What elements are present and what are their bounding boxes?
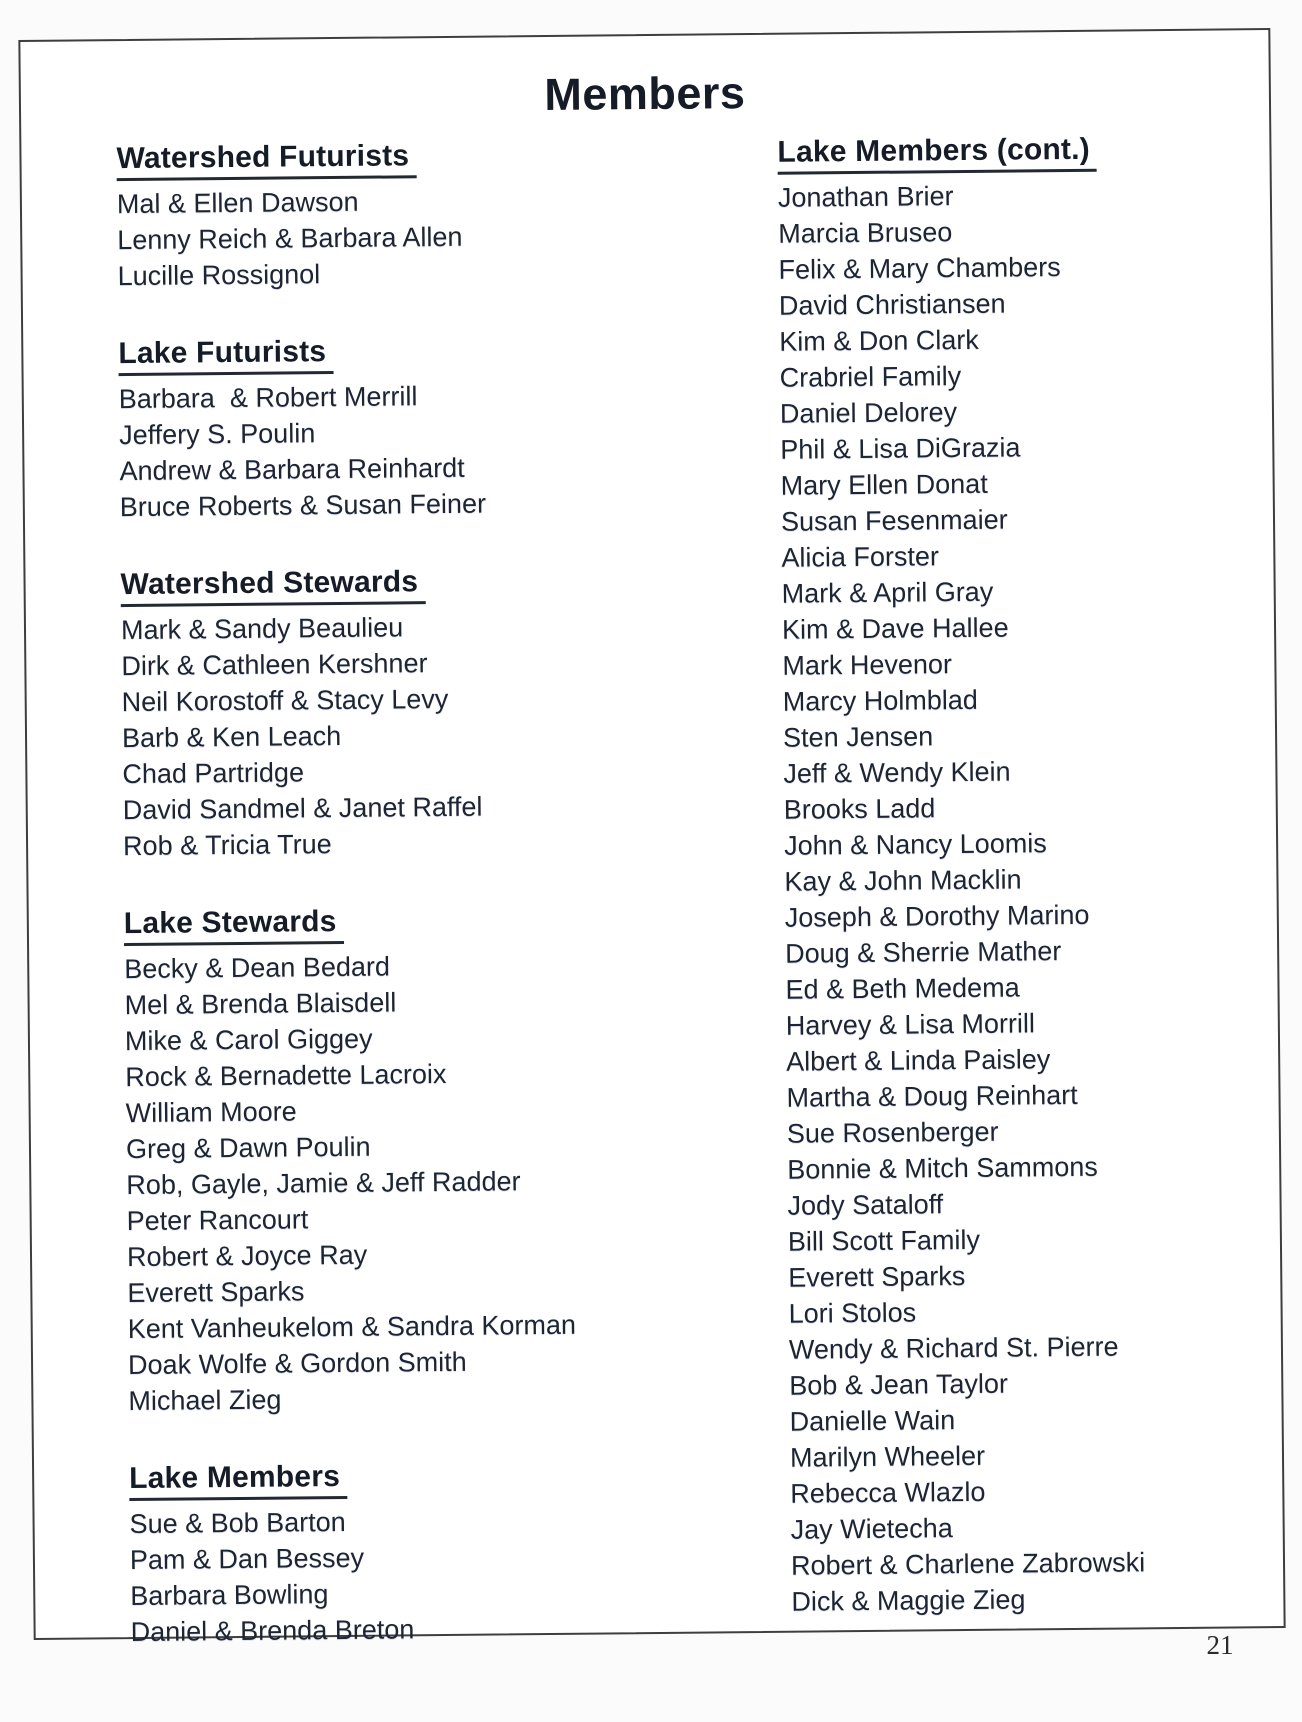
member-list xyxy=(121,606,723,864)
section-heading: Watershed Stewards xyxy=(120,564,425,607)
member-name: Mike & Carol Giggey xyxy=(124,1023,373,1057)
member-name: Barb & Ken Leach xyxy=(121,720,342,754)
member-name: Lucille Rossignol xyxy=(117,259,321,292)
member-name: Bruce Roberts & Susan Feiner xyxy=(119,488,487,523)
member-name: Mark Hevenor xyxy=(782,649,953,681)
member-name: Dirk & Cathleen Kershner xyxy=(121,648,428,682)
member-name: Sue Rosenberger xyxy=(786,1116,999,1149)
member-name: Becky & Dean Bedard xyxy=(124,951,391,985)
member-name: Doak Wolfe & Gordon Smith xyxy=(127,1346,467,1381)
member-name: Pam & Dan Bessey xyxy=(129,1542,365,1576)
member-section xyxy=(116,135,717,294)
member-name: Phil & Lisa DiGrazia xyxy=(780,432,1021,465)
member-name: Rob, Gayle, Jamie & Jeff Radder xyxy=(126,1166,521,1201)
member-name: Robert & Joyce Ray xyxy=(126,1239,368,1273)
member-name: Everett Sparks xyxy=(788,1261,966,1293)
member-section xyxy=(777,130,1271,1620)
member-section xyxy=(118,330,720,525)
member-list xyxy=(117,180,718,294)
member-section xyxy=(124,900,729,1419)
member-name: Bonnie & Mitch Sammons xyxy=(787,1151,1098,1185)
member-section xyxy=(129,1455,731,1650)
member-name: Sue & Bob Barton xyxy=(129,1506,346,1540)
member-name: Daniel & Brenda Breton xyxy=(130,1614,415,1648)
section-heading: Lake Stewards xyxy=(124,904,344,946)
member-name: John & Nancy Loomis xyxy=(783,828,1047,861)
section-heading: Lake Members xyxy=(129,1459,347,1501)
page-title: Members xyxy=(544,67,746,120)
member-name: Kent Vanheukelom & Sandra Korman xyxy=(127,1309,577,1345)
member-name: Kim & Dave Hallee xyxy=(781,612,1009,645)
member-name: Robert & Charlene Zabrowski xyxy=(790,1547,1146,1581)
member-name: David Christiansen xyxy=(778,288,1006,321)
member-name: Ed & Beth Medema xyxy=(785,972,1020,1005)
member-name: Lori Stolos xyxy=(788,1297,917,1329)
right-column xyxy=(777,130,1271,1620)
member-name: Marcia Bruseo xyxy=(778,217,953,249)
member-name: Bob & Jean Taylor xyxy=(789,1368,1009,1401)
member-name: Joseph & Dorothy Marino xyxy=(784,899,1090,933)
member-name: Daniel Delorey xyxy=(779,397,958,429)
member-name: Alicia Forster xyxy=(781,541,940,573)
member-name: Mark & Sandy Beaulieu xyxy=(120,612,404,646)
member-name: Greg & Dawn Poulin xyxy=(125,1131,371,1165)
section-heading: Lake Futurists xyxy=(118,334,333,376)
member-name: Sten Jensen xyxy=(782,721,934,753)
member-name: Chad Partridge xyxy=(122,757,305,790)
member-name: Lenny Reich & Barbara Allen xyxy=(117,221,463,256)
member-name: Doug & Sherrie Mather xyxy=(785,936,1062,969)
page-number: 21 xyxy=(1206,1630,1234,1660)
member-list xyxy=(124,945,728,1419)
member-name: Wendy & Richard St. Pierre xyxy=(788,1331,1119,1365)
member-name: Rebecca Wlazlo xyxy=(790,1476,986,1509)
member-name: Michael Zieg xyxy=(128,1384,282,1417)
member-name: Bill Scott Family xyxy=(787,1224,981,1257)
member-name: Jonathan Brier xyxy=(777,181,954,213)
member-name: Mary Ellen Donat xyxy=(780,468,988,501)
member-name: Susan Fesenmaier xyxy=(780,504,1008,537)
section-heading: Watershed Futurists xyxy=(116,138,416,181)
member-name: Dick & Maggie Zieg xyxy=(791,1584,1026,1617)
member-name: Mel & Brenda Blaisdell xyxy=(124,987,397,1021)
member-name: Mark & April Gray xyxy=(781,576,994,609)
member-name: Marilyn Wheeler xyxy=(789,1440,986,1473)
member-name: Peter Rancourt xyxy=(126,1204,309,1237)
member-name: Albert & Linda Paisley xyxy=(786,1044,1051,1077)
member-name: Marcy Holmblad xyxy=(782,684,978,717)
member-name: Martha & Doug Reinhart xyxy=(786,1079,1078,1113)
section-heading: Lake Members (cont.) xyxy=(777,132,1097,175)
member-section xyxy=(120,561,723,864)
member-list xyxy=(778,175,1272,1620)
member-name: Jeff & Wendy Klein xyxy=(783,756,1011,789)
member-list xyxy=(129,1500,730,1650)
member-name: William Moore xyxy=(125,1096,297,1129)
member-name: Andrew & Barbara Reinhardt xyxy=(119,452,465,487)
member-name: Kim & Don Clark xyxy=(779,324,979,357)
member-name: Jody Sataloff xyxy=(787,1189,944,1221)
member-name: Jeffery S. Poulin xyxy=(119,418,316,451)
member-name: Barbara Bowling xyxy=(130,1579,329,1612)
member-name: Kay & John Macklin xyxy=(784,864,1022,897)
member-name: Crabriel Family xyxy=(779,361,962,393)
left-column xyxy=(116,135,730,1650)
member-name: Felix & Mary Chambers xyxy=(778,252,1061,285)
member-name: Mal & Ellen Dawson xyxy=(116,186,359,220)
member-name: Rob & Tricia True xyxy=(122,829,332,862)
member-name: David Sandmel & Janet Raffel xyxy=(122,791,483,826)
member-list xyxy=(119,375,720,525)
member-name: Barbara & Robert Merrill xyxy=(118,381,418,415)
member-name: Danielle Wain xyxy=(789,1405,956,1437)
member-name: Brooks Ladd xyxy=(783,793,936,825)
member-name: Everett Sparks xyxy=(127,1276,305,1309)
member-name: Rock & Bernadette Lacroix xyxy=(125,1058,447,1093)
member-name: Jay Wietecha xyxy=(790,1513,953,1545)
member-name: Harvey & Lisa Morrill xyxy=(785,1008,1036,1041)
member-name: Neil Korostoff & Stacy Levy xyxy=(121,683,449,718)
